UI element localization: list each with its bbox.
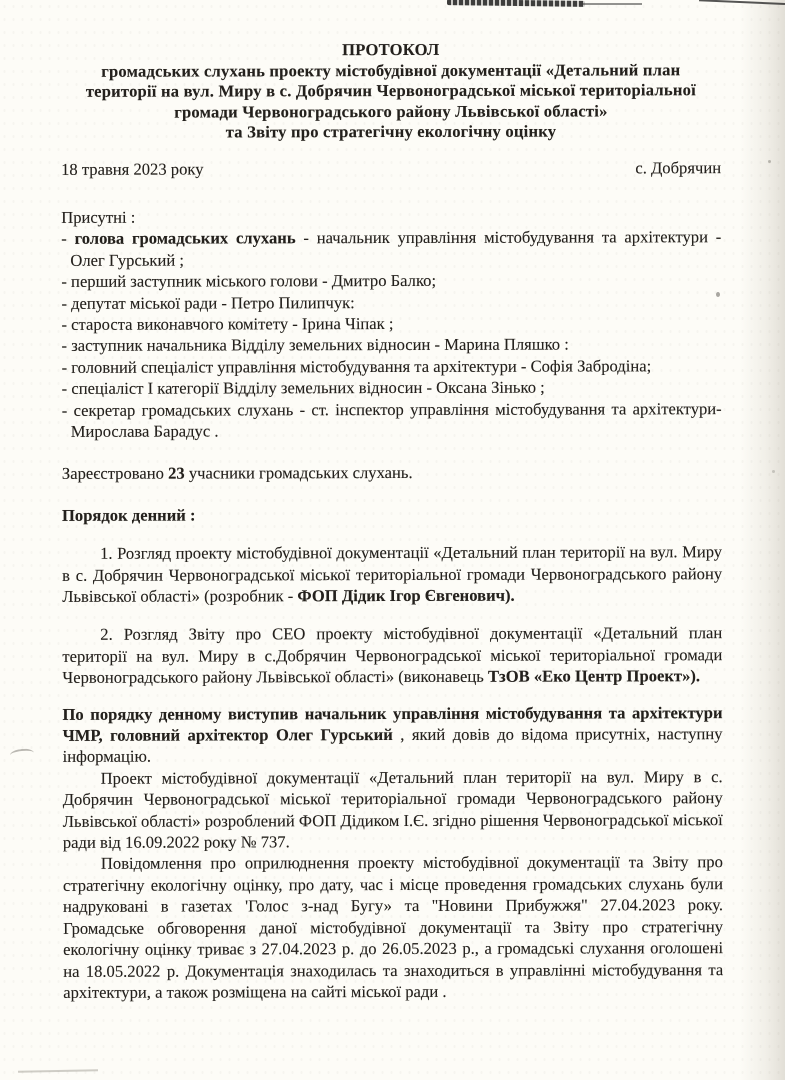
scan-artifact-left-squiggle (10, 748, 35, 760)
scan-artifact-top-right-line (699, 0, 785, 5)
attendee-item: - депутат міської ради - Петро Пилипчук: (61, 292, 355, 313)
paragraph-announcement-info: Повідомлення про оприлюднення проекту містобудівної документації та Звіту про стратегічну екологічну оцінку, про дату, час і місце проведення громадських слухань були надруковані в газетах 'Голос з-над Бугу» та ''Новини Прибужжя" 27.04.2023 року. Громадське обговорення даної містобудівної документації та Звіту про стратегічну екологічну оцінку триває з 27.04.2023 р. до 26.05.2023 р., а громадські слухання оголошені на 18.05.2022 р. Документація знаходилась та знаходиться в управлінні містобудування та архітектури, а також розміщена на сайті міської ради . (62, 852, 724, 1002)
attendee-item: - перший заступник міського голови - Дмитро Балко; (61, 271, 437, 291)
scan-artifact-speck (768, 160, 771, 163)
registered-note: Зареєстровано 23 учасники громадських слухань. (61, 463, 413, 484)
title-line: території на вул. Миру в с. Добрячин Червоноградської міської територіальної (85, 80, 696, 101)
title-line: громадських слухань проекту містобудівної документації «Детальний план (101, 59, 681, 81)
attendee-item: - головний спеціаліст управління містобудування та архітектури - Софія Забродіна; (61, 356, 652, 377)
attendee-item: - заступник начальника Відділу земельних відносин - Марина Пляшко : (61, 334, 569, 356)
agenda-item-2: 2. Розгляд Звіту про СЕО проекту містобудівної документації «Детальний план території на вул. Миру в с.Добрячин Червоноградської міської територіальної громади Червоноградського району Львівської області» (виконавець ТзОВ «Еко Центр Проект»). (62, 623, 723, 688)
title-line: та Звіту про стратегічну екологічну оцінку (225, 121, 557, 142)
scan-artifact-bottom-smudge (18, 1069, 98, 1072)
attendee-item: - спеціаліст І категорії Відділу земельних відносин - Оксана Зінько ; (61, 377, 545, 399)
scan-artifact-top-streak-tail (582, 3, 642, 5)
document-content (61, 39, 724, 1003)
attendee-item: - секретар громадських слухань - ст. інспектор управління містобудування та архітектури- Мирослава Барадус . (61, 398, 722, 441)
title-line: ПРОТОКОЛ (342, 39, 440, 60)
agenda-heading: Порядок денний : (61, 505, 196, 525)
present-heading: Присутні : (61, 207, 136, 227)
document-title (61, 39, 721, 143)
attendee-item: - голова громадських слухань - начальник управління містобудування та архітектури - Олег Гурський ; (61, 227, 722, 270)
paragraph-project-info: Проект містобудівної документації «Детальний план території на вул. Миру в с. Добрячин Червоноградської міської територіальної громади Червоноградського району Львівської області» розроблений ФОП Дідиком І.Є. згідно рішення Червоноградської міської ради від 16.09.2022 року № 737. (62, 766, 723, 852)
document-date: 18 травня 2023 року (61, 158, 204, 179)
dateline (61, 157, 721, 180)
document-place: с. Добрячин (635, 157, 722, 177)
scan-artifact-top-streak (447, 0, 585, 7)
agenda-item-1: 1. Розгляд проекту містобудівної документації «Детальний план території на вул. Миру в с. Добрячин Червоноградської міської територіальної громади Червоноградського району Львівської області» (розробник - ФОП Дідик Ігор Євгенович). (62, 542, 723, 606)
paragraph-speech-intro: По порядку денному виступив начальник управління містобудування та архітектури ЧМР, головний архітектор Олег Гурський , який довів до відома присутніх, наступну інформацію. (62, 702, 723, 767)
title-line: громади Червоноградського району Львівської області» (174, 100, 608, 122)
scan-artifact-speck (772, 470, 775, 473)
attendees-list (61, 226, 722, 442)
attendee-item: - староста виконавчого комітету - Ірина Чіпак ; (61, 313, 394, 334)
